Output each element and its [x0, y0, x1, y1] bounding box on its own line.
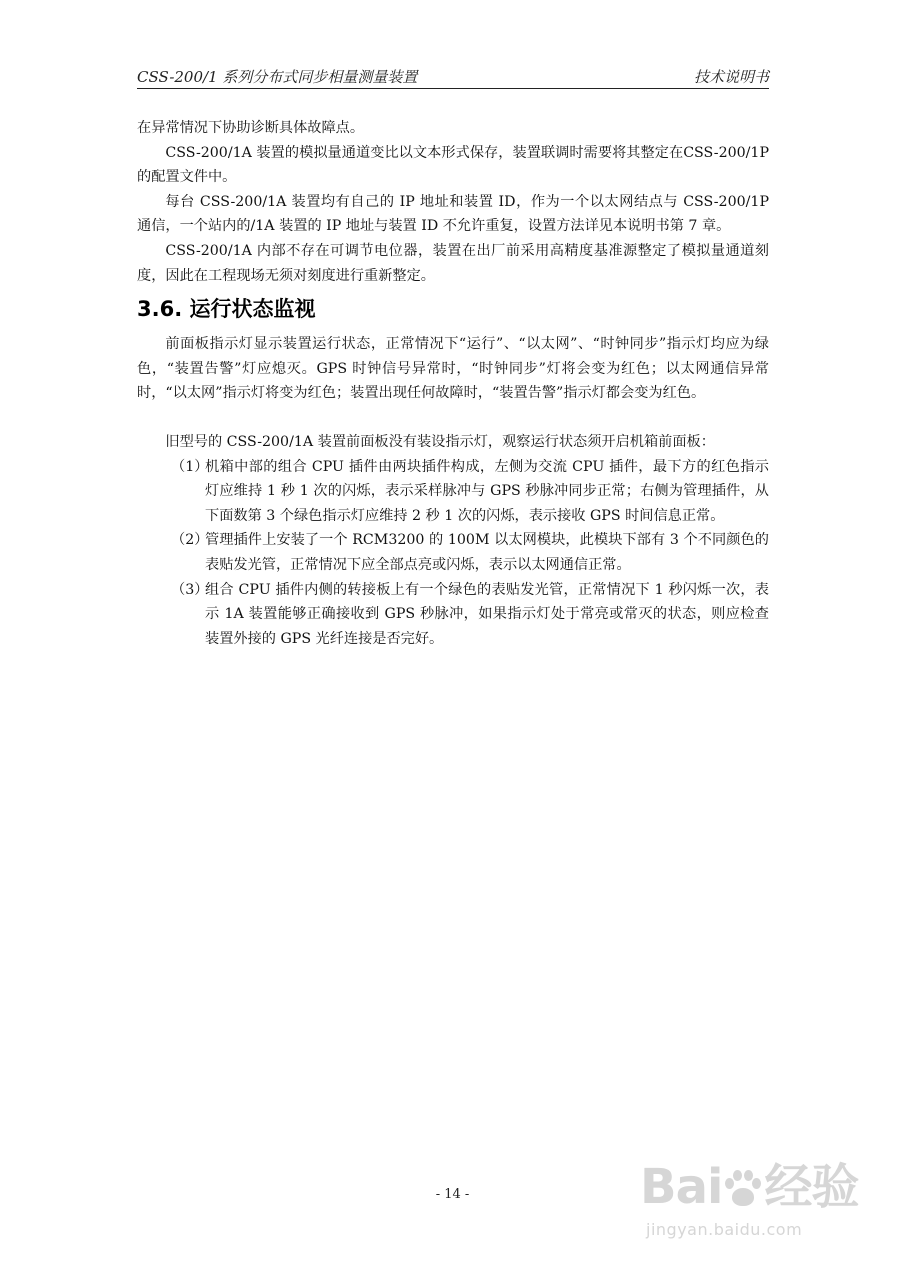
list-item-number: （1）: [171, 458, 209, 475]
header-document-type: 技术说明书: [693, 68, 769, 86]
list-item-text: 管理插件上安装了一个 RCM3200 的 100M 以太网模块，此模块下部有 3 个不同颜色的表贴发光管，正常情况下应全部点亮或闪烁，表示以太网通信正常。: [205, 532, 769, 573]
page-content: [137, 116, 769, 651]
paragraph-gap: [137, 406, 769, 430]
watermark-url: jingyan.baidu.com: [646, 1220, 803, 1239]
watermark-logo-text-left: Bai: [640, 1159, 723, 1215]
paw-icon: [723, 1168, 763, 1212]
page-number: - 14 -: [435, 1187, 470, 1202]
paragraph-channel-ratio: CSS-200/1A 装置的模拟量通道变比以文本形式保存，装置联调时需要将其整定在CSS-200/1P 的配置文件中。: [137, 144, 769, 186]
baidu-jingyan-watermark: [640, 1158, 880, 1258]
watermark-logo-text-right: 经验: [764, 1159, 859, 1215]
paragraph-front-panel-lights: 前面板指示灯显示装置运行状态，正常情况下“运行”、“以太网”、“时钟同步”指示灯均应为绿色，“装置告警”灯应熄灭。GPS 时钟信号异常时，“时钟同步”灯将会变为红色；以太网通信异常时，“以太网”指示灯将变为红色；装置出现任何故障时，“装置告警”指示灯都会变为红色。: [137, 336, 769, 402]
header-document-title: CSS-200/1 系列分布式同步相量测量装置: [137, 68, 418, 86]
paragraph-calibration: CSS-200/1A 内部不存在可调节电位器，装置在出厂前采用高精度基准源整定了模拟量通道刻度，因此在工程现场无须对刻度进行重新整定。: [137, 242, 769, 284]
list-item: [137, 528, 769, 577]
watermark-logo: [640, 1158, 858, 1216]
page-header: [137, 64, 769, 89]
section-heading: 3.6. 运行状态监视: [137, 297, 316, 322]
paragraph-continuation: 在异常情况下协助诊断具体故障点。: [137, 120, 365, 136]
list-item-number: （3）: [171, 581, 209, 598]
list-item-number: （2）: [171, 532, 209, 549]
paragraph-ip-address: 每台 CSS-200/1A 装置均有自己的 IP 地址和装置 ID，作为一个以太网结点与 CSS-200/1P 通信，一个站内的/1A 装置的 IP 地址与装置 ID 不允许重复，设置方法详见本说明书第 7 章。: [137, 193, 769, 235]
list-item: [137, 455, 769, 529]
paragraph-old-model: 旧型号的 CSS-200/1A 装置前面板没有装设指示灯，观察运行状态须开启机箱前面板：: [165, 433, 715, 450]
list-item: [137, 578, 769, 652]
list-item-text: 机箱中部的组合 CPU 插件由两块插件构成，左侧为交流 CPU 插件，最下方的红色指示灯应维持 1 秒 1 次的闪烁，表示采样脉冲与 GPS 秒脉冲同步正常；右侧为管理插件，从下面数第 3 个绿色指示灯应维持 2 秒 1 次的闪烁，表示接收 GPS 时间信息正常。: [205, 458, 769, 524]
list-item-text: 组合 CPU 插件内侧的转接板上有一个绿色的表贴发光管，正常情况下 1 秒闪烁一次，表示 1A 装置能够正确接收到 GPS 秒脉冲，如果指示灯处于常亮或常灭的状态，则应检查装置外接的 GPS 光纤连接是否完好。: [205, 581, 769, 647]
